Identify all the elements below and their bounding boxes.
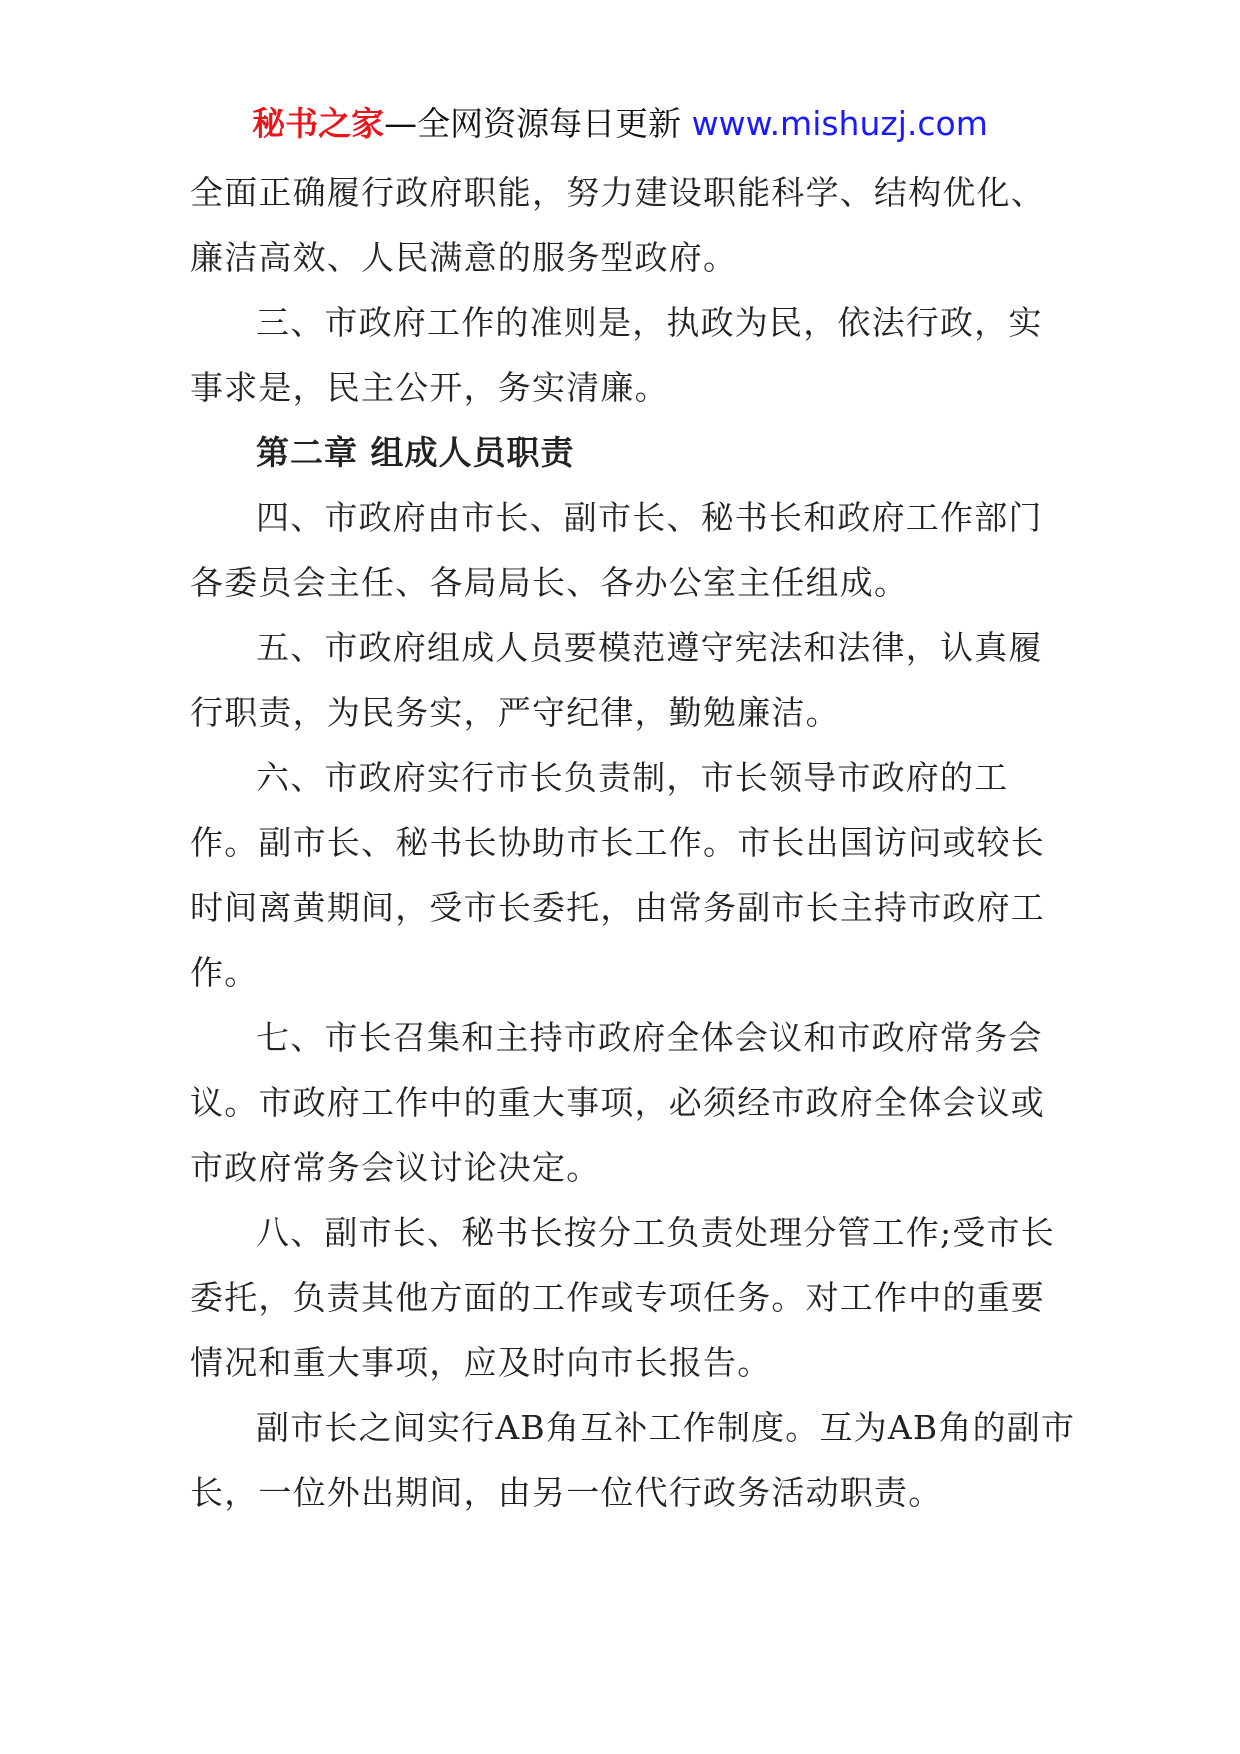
text-line: 议。市政府工作中的重大事项，必须经市政府全体会议或: [190, 1083, 1045, 1122]
text-line: 市政府常务会议讨论决定。: [190, 1148, 601, 1187]
paragraph-article-4: [190, 485, 1050, 615]
text-line: 情况和重大事项，应及时向市长报告。: [190, 1343, 772, 1382]
text-line: 廉洁高效、人民满意的服务型政府。: [190, 238, 738, 277]
page-header: [0, 100, 1240, 148]
text-line: 作。副市长、秘书长协助市长工作。市长出国访问或较长: [190, 823, 1045, 862]
header-tagline: —全网资源每日更新: [384, 104, 692, 143]
text-line: 时间离黄期间，受市长委托，由常务副市长主持市政府工: [190, 888, 1045, 927]
text-line: 行职责，为民务实，严守纪律，勤勉廉洁。: [190, 693, 840, 732]
text-line: 七、市长召集和主持市政府全体会议和市政府常务会: [256, 1018, 1043, 1057]
text-line: 三、市政府工作的准则是，执政为民，依法行政，实: [256, 303, 1043, 342]
paragraph-article-3: [190, 290, 1050, 420]
text-line: 各委员会主任、各局局长、各办公室主任组成。: [190, 563, 909, 602]
header-brand: 秘书之家: [252, 104, 385, 143]
paragraph-government-functions: [190, 160, 1050, 290]
text-line: 四、市政府由市长、副市长、秘书长和政府工作部门: [256, 498, 1043, 537]
text-line: 委托，负责其他方面的工作或专项任务。对工作中的重要: [190, 1278, 1045, 1317]
chapter-title: 第二章 组成人员职责: [256, 433, 575, 472]
text-line: 事求是，民主公开，务实清廉。: [190, 368, 669, 407]
text-line: 作。: [190, 953, 259, 992]
text-line: 六、市政府实行市长负责制，市长领导市政府的工: [256, 758, 1009, 797]
paragraph-article-5: [190, 615, 1050, 745]
paragraph-article-6: [190, 745, 1050, 1005]
text-line: 八、副市长、秘书长按分工负责处理分管工作;受市长: [256, 1213, 1055, 1252]
chapter-heading: [190, 420, 1050, 485]
paragraph-ab-role-system: [190, 1395, 1076, 1525]
paragraph-article-7: [190, 1005, 1050, 1200]
header-url-link[interactable]: www.mishuzj.com: [691, 104, 988, 143]
text-line: 副市长之间实行AB角互补工作制度。互为AB角的副市: [256, 1408, 1076, 1447]
text-line: 五、市政府组成人员要模范遵守宪法和法律，认真履: [256, 628, 1043, 667]
document-body: [190, 160, 1076, 1525]
text-line: 全面正确履行政府职能，努力建设职能科学、结构优化、: [190, 173, 1045, 212]
paragraph-article-8: [190, 1200, 1055, 1395]
text-line: 长，一位外出期间，由另一位代行政务活动职责。: [190, 1473, 943, 1512]
